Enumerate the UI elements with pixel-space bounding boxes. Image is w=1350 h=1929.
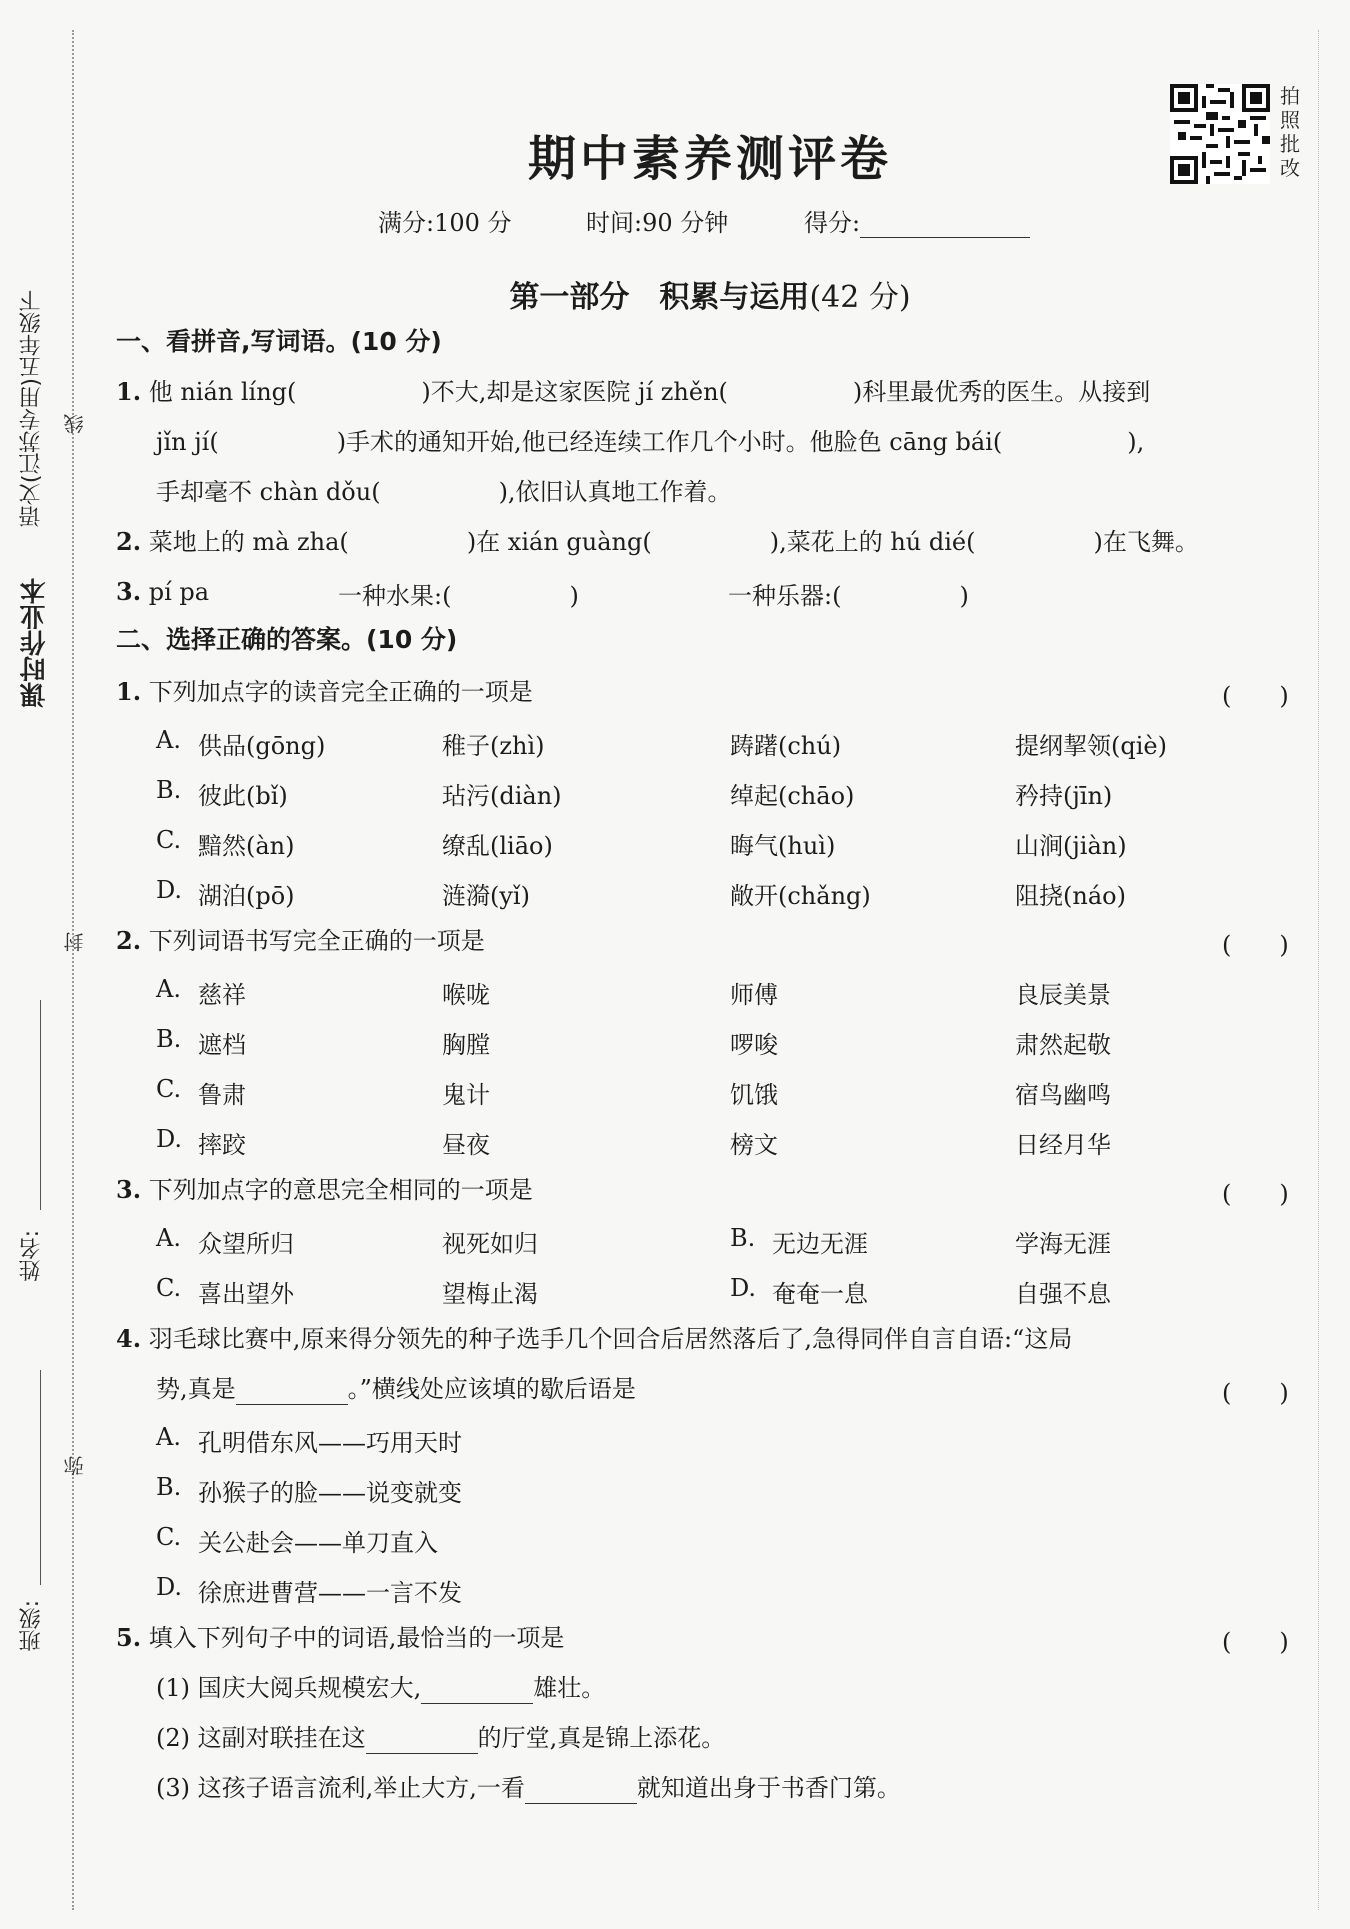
option-item: 踌躇(chú) <box>730 732 842 760</box>
option-item: 望梅止渴 <box>442 1280 538 1308</box>
option-item: 鬼计 <box>442 1081 490 1109</box>
s1-q1-text: )科里最优秀的医生。从接到 <box>852 378 1151 406</box>
part-title-text: 第一部分 积累与运用 <box>509 280 810 315</box>
s1-q2-text: )在飞舞。 <box>1093 528 1199 556</box>
s2-q4-stem <box>116 1323 1072 1355</box>
question-number: 3. <box>116 1175 142 1204</box>
option-letter[interactable]: A. <box>156 726 181 754</box>
option-item: 摔跤 <box>198 1131 246 1159</box>
answer-space[interactable] <box>1002 436 1127 458</box>
s2-q2-stem <box>116 925 485 957</box>
s1-q1-text: )手术的通知开始,他已经连续工作几个小时。他脸色 cāng bái( <box>336 428 1003 456</box>
s1-q1-line2 <box>156 426 1144 458</box>
answer-bracket[interactable]: ( ) <box>1222 1180 1289 1208</box>
s2-q4-stem-line2 <box>156 1373 636 1405</box>
answer-bracket[interactable]: ( ) <box>1222 682 1289 710</box>
s1-q1-line3 <box>156 476 732 508</box>
option-item: 啰唆 <box>730 1031 778 1059</box>
option-item: 奄奄一息 <box>772 1280 868 1308</box>
option-item: 遮档 <box>198 1031 246 1059</box>
name-label: 姓名: <box>19 1230 44 1282</box>
option-item: 饥饿 <box>730 1081 778 1109</box>
s1-q3-text: 一种乐器:( <box>728 582 842 610</box>
option-item: 徐庶进曹营——一言不发 <box>198 1579 462 1607</box>
option-item: 阻挠(náo) <box>1015 882 1126 910</box>
option-item: 晦气(huì) <box>730 832 836 860</box>
s1-q1-text: ),依旧认真地工作着。 <box>498 478 732 506</box>
s1-q3-fruit <box>338 576 579 611</box>
s1-q3 <box>116 576 209 608</box>
s2-q1-stem <box>116 676 533 708</box>
option-item: 孔明借东风——巧用天时 <box>198 1429 462 1457</box>
option-letter[interactable]: D. <box>156 1125 183 1153</box>
option-item: 师傅 <box>730 981 778 1009</box>
q5-item-text: 这副对联挂在这 <box>197 1724 366 1752</box>
option-item: 缭乱(liāo) <box>442 832 553 860</box>
fill-blank[interactable] <box>236 1382 348 1405</box>
option-item: 绰起(chāo) <box>730 782 855 810</box>
question-number: 5. <box>116 1623 142 1652</box>
answer-space[interactable] <box>219 436 337 458</box>
option-item: 涟漪(yǐ) <box>442 882 530 910</box>
option-item: 稚子(zhì) <box>442 732 545 760</box>
fill-blank[interactable] <box>366 1731 478 1754</box>
question-stem: 下列词语书写完全正确的一项是 <box>148 927 485 955</box>
answer-bracket[interactable]: ( ) <box>1222 931 1289 959</box>
class-blank[interactable] <box>40 1370 41 1585</box>
score-field <box>804 203 1030 238</box>
question-number: 1. <box>116 377 142 406</box>
option-item: 山涧(jiàn) <box>1015 832 1127 860</box>
q5-item-label: (3) <box>156 1774 190 1802</box>
option-letter[interactable]: B. <box>156 1473 182 1501</box>
q5-item <box>156 1722 725 1754</box>
s1-q1-line1 <box>116 376 1150 408</box>
s1-q1-text: 手却毫不 chàn dǒu( <box>156 478 381 506</box>
option-item: 玷污(diàn) <box>442 782 562 810</box>
q5-item-text: 的厅堂,真是锦上添花。 <box>477 1724 726 1752</box>
option-item: 喉咙 <box>442 981 490 1009</box>
answer-space[interactable] <box>652 536 770 558</box>
s1-q1-text: )不大,却是这家医院 jí zhěn( <box>421 378 728 406</box>
option-item: 关公赴会——单刀直入 <box>198 1529 438 1557</box>
qr-label: 拍照批改 <box>1280 84 1300 180</box>
s1-q1-text: jǐn jí( <box>156 428 219 456</box>
s1-q3-text: ) <box>569 582 579 610</box>
margin-subject: 语文(江苏专用)五年级下 <box>19 290 44 528</box>
option-letter[interactable]: D. <box>156 876 183 904</box>
section-2-title: 二、选择正确的答案。(10 分) <box>116 625 458 654</box>
s1-q1-text: 他 nián líng( <box>148 378 297 406</box>
score-blank[interactable] <box>860 215 1030 238</box>
option-letter[interactable]: D. <box>730 1274 757 1302</box>
question-stem: 势,真是 <box>156 1375 236 1403</box>
s1-q3-instrument <box>728 576 969 611</box>
q5-item <box>156 1772 901 1804</box>
question-stem: 填入下列句子中的词语,最恰当的一项是 <box>148 1624 565 1652</box>
answer-space[interactable] <box>349 536 467 558</box>
part-title <box>0 272 1350 316</box>
q5-item-label: (2) <box>156 1724 190 1752</box>
question-number: 1. <box>116 677 142 706</box>
option-item: 良辰美景 <box>1015 981 1111 1009</box>
option-letter[interactable]: B. <box>156 776 182 804</box>
margin-book-title: 课时作业本 <box>20 578 50 708</box>
s2-q5-stem <box>116 1622 564 1654</box>
q5-item-text: 就知道出身于书香门第。 <box>636 1774 901 1802</box>
option-letter[interactable]: A. <box>156 975 181 1003</box>
fill-blank[interactable] <box>525 1781 637 1804</box>
answer-space[interactable] <box>728 386 853 408</box>
option-item: 日经月华 <box>1015 1131 1111 1159</box>
option-letter[interactable]: B. <box>730 1224 756 1252</box>
answer-space[interactable] <box>976 536 1094 558</box>
s1-q3-pinyin: pí pa <box>148 578 210 606</box>
option-item: 敞开(chǎng) <box>730 882 871 910</box>
q5-item-text: 雄壮。 <box>533 1674 606 1702</box>
q5-item <box>156 1672 605 1704</box>
question-number: 4. <box>116 1324 142 1353</box>
option-item: 肃然起敬 <box>1015 1031 1111 1059</box>
full-score: 满分:100 分 <box>378 209 512 237</box>
answer-bracket[interactable]: ( ) <box>1222 1379 1289 1407</box>
option-letter[interactable]: A. <box>156 1423 181 1451</box>
question-stem: 下列加点字的读音完全正确的一项是 <box>148 678 533 706</box>
option-item: 黯然(àn) <box>198 832 295 860</box>
option-item: 昼夜 <box>442 1131 490 1159</box>
fill-blank[interactable] <box>421 1681 533 1704</box>
option-item: 湖泊(pō) <box>198 882 295 910</box>
option-item: 榜文 <box>730 1131 778 1159</box>
question-number: 2. <box>116 527 142 556</box>
option-item: 胸膛 <box>442 1031 490 1059</box>
s1-q3-text: 一种水果:( <box>338 582 452 610</box>
s1-q2 <box>116 526 1199 558</box>
option-item: 孙猴子的脸——说变就变 <box>198 1479 462 1507</box>
question-stem: 下列加点字的意思完全相同的一项是 <box>148 1176 533 1204</box>
page-title: 期中素养测评卷 <box>527 131 892 187</box>
option-item: 自强不息 <box>1015 1280 1111 1308</box>
part-points: (42 分) <box>809 280 911 315</box>
s1-q3-text: ) <box>959 582 969 610</box>
s1-q2-text: )在 xián guàng( <box>466 528 652 556</box>
option-item: 无边无涯 <box>772 1230 868 1258</box>
option-item: 供品(gōng) <box>198 732 326 760</box>
option-item: 宿鸟幽鸣 <box>1015 1081 1111 1109</box>
score-label: 得分: <box>804 209 861 237</box>
s1-q2-text: 菜地上的 mà zha( <box>148 528 349 556</box>
cut-mark-seal: 封 <box>63 932 87 952</box>
class-label: 班级: <box>19 1600 44 1652</box>
name-blank[interactable] <box>40 1000 41 1210</box>
option-letter[interactable]: C. <box>156 826 182 854</box>
answer-space[interactable] <box>381 486 499 508</box>
question-number: 3. <box>116 577 142 606</box>
answer-space[interactable] <box>296 386 421 408</box>
cut-mark-sealed: 弥 <box>63 1456 87 1476</box>
q5-item-text: 这孩子语言流利,举止大方,一看 <box>197 1774 525 1802</box>
option-item: 视死如归 <box>442 1230 538 1258</box>
cut-mark-line: 线 <box>63 414 87 434</box>
q5-item-label: (1) <box>156 1674 190 1702</box>
s1-q1-text: ), <box>1127 428 1145 456</box>
s2-q3-stem <box>116 1174 533 1206</box>
q5-item-text: 国庆大阅兵规模宏大, <box>197 1674 422 1702</box>
option-item: 彼此(bǐ) <box>198 782 288 810</box>
option-item: 慈祥 <box>198 981 246 1009</box>
option-item: 学海无涯 <box>1015 1230 1111 1258</box>
option-letter[interactable]: C. <box>156 1274 182 1302</box>
option-item: 众望所归 <box>198 1230 294 1258</box>
option-item: 鲁肃 <box>198 1081 246 1109</box>
option-letter[interactable]: C. <box>156 1523 182 1551</box>
question-stem: 羽毛球比赛中,原来得分领先的种子选手几个回合后居然落后了,急得同伴自言自语:“这局 <box>148 1325 1073 1353</box>
answer-space[interactable] <box>451 589 569 611</box>
section-1-title: 一、看拼音,写词语。(10 分) <box>116 327 442 356</box>
option-item: 矜持(jīn) <box>1015 782 1113 810</box>
s1-q2-text: ),菜花上的 hú dié( <box>769 528 976 556</box>
answer-bracket[interactable]: ( ) <box>1222 1628 1289 1656</box>
option-letter[interactable]: D. <box>156 1573 183 1601</box>
exam-time: 时间:90 分钟 <box>586 209 729 237</box>
option-letter[interactable]: C. <box>156 1075 182 1103</box>
question-number: 2. <box>116 926 142 955</box>
option-letter[interactable]: A. <box>156 1224 181 1252</box>
option-letter[interactable]: B. <box>156 1025 182 1053</box>
question-stem: 。”横线处应该填的歇后语是 <box>347 1375 636 1403</box>
option-item: 喜出望外 <box>198 1280 294 1308</box>
answer-space[interactable] <box>841 589 959 611</box>
option-item: 提纲挈领(qiè) <box>1015 732 1167 760</box>
